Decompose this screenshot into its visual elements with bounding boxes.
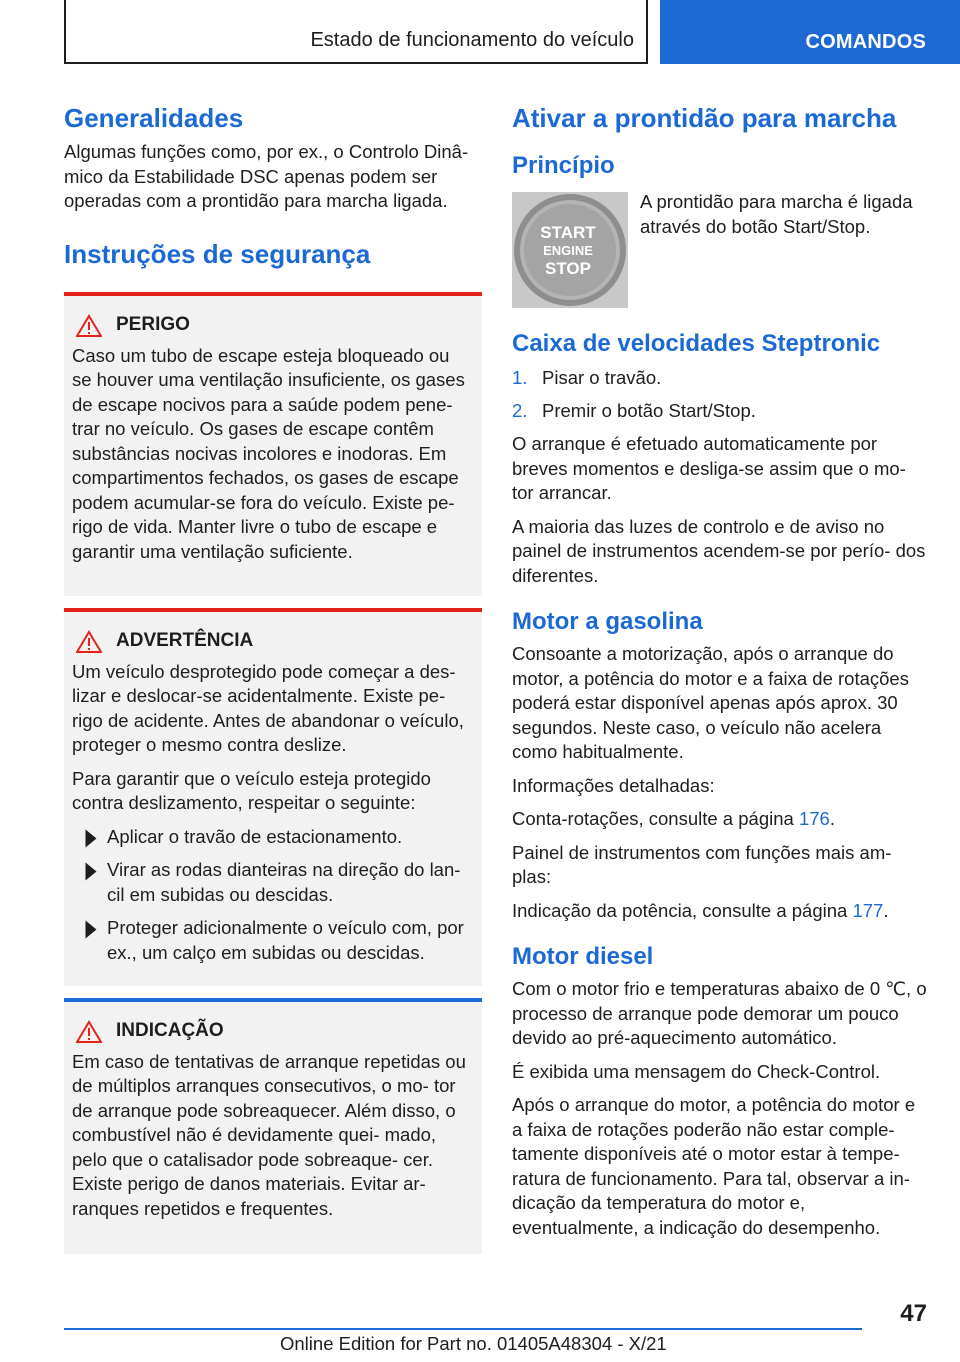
list-item xyxy=(72,825,472,850)
warning-title: ADVERTÊNCIA xyxy=(116,630,254,652)
paragraph-diesel-3: Após o arranque do motor, a potência do motor e a faixa de rotações poderão não estar comple- tamente disponíveis até o motor estar à tempe- ratura de funcionamento. Para tal, observar a in- dicação da temperatura do motor e, eventualmente, a indicação do desempenho. xyxy=(512,1094,916,1238)
step-item xyxy=(512,366,930,391)
conta-text: Conta-rotações, consulte a página xyxy=(512,808,799,829)
heading-principio: Princípio xyxy=(512,152,615,179)
danger-text: Caso um tubo de escape esteja bloqueado ou se houver uma ventilação insuficiente, os gases de escape nocivos para a saúde podem pene- trar no veículo. Os gases de escape contêm substâncias nocivas incolores e inodoras. Em compartimentos fechados, os gases de escape podem acumular-se fora do veículo. Existe pe- rigo de vida. Manter livre o tubo de escape e garantir uma ventilação suficiente. xyxy=(72,344,465,562)
paragraph-diesel-1: Com o motor frio e temperaturas abaixo de 0 ℃, o processo de arranque pode demorar um pouco devido ao pré-aquecimento automático. xyxy=(512,978,927,1048)
section-title: Estado de funcionamento do veículo xyxy=(310,29,634,51)
step-item xyxy=(512,399,930,424)
steps-list xyxy=(512,366,930,423)
notice-box xyxy=(64,998,482,1254)
paragraph-info: Informações detalhadas: xyxy=(512,774,715,796)
danger-box xyxy=(64,292,482,596)
paragraph-painel: Painel de instrumentos com funções mais am- plas: xyxy=(512,841,892,887)
paragraph-principio: A prontidão para marcha é ligada através do botão Start/Stop. xyxy=(640,191,913,237)
heading-gasolina: Motor a gasolina xyxy=(512,608,703,635)
danger-title: PERIGO xyxy=(116,314,190,336)
paragraph-diesel-2: É exibida uma mensagem do Check-Control. xyxy=(512,1060,881,1082)
left-column xyxy=(64,100,482,1266)
footer-edition xyxy=(280,1333,860,1355)
heading-ativar: Ativar a prontidão para marcha xyxy=(512,103,897,133)
warning-box xyxy=(64,608,482,986)
page-link-177[interactable]: 177 xyxy=(852,899,884,921)
paragraph-generalidades: Algumas funções como, por ex., o Controlo Dinâ- mico da Estabilidade DSC apenas podem ser operadas com a prontidão para marcha ligada. xyxy=(64,141,469,211)
chapter-label: COMANDOS xyxy=(805,31,926,53)
step-text: Pisar o travão. xyxy=(542,367,662,388)
heading-diesel: Motor diesel xyxy=(512,943,654,970)
paragraph-luzes: A maioria das luzes de controlo e de aviso no painel de instrumentos acendem-se por perío- dos diferentes. xyxy=(512,515,926,586)
warning-list xyxy=(72,825,472,966)
warning-triangle-icon xyxy=(76,630,102,654)
list-item xyxy=(72,858,472,907)
header-section-box xyxy=(64,0,648,64)
page-link-176[interactable]: 176 xyxy=(798,808,830,829)
list-item xyxy=(72,916,472,965)
warning-triangle-icon xyxy=(76,314,102,338)
paragraph-indicacao: Indicação da potência, consulte a página 177. xyxy=(512,899,889,921)
paragraph-arranque: O arranque é efetuado automaticamente por breves momentos e desliga-se assim que o mo- tor arrancar. xyxy=(512,433,906,503)
indicacao-text: Indicação da potência, consulte a página xyxy=(512,899,853,921)
heading-seguranca: Instruções de segurança xyxy=(64,238,371,269)
step-text: Premir o botão Start/Stop. xyxy=(542,399,756,421)
paragraph-gasolina: Consoante a motorização, após o arranque do motor, a potência do motor e a faixa de rotações poderá estar disponível apenas após aprox. 30 segundos. Neste caso, o veículo não acelera como habitualmente. xyxy=(512,643,909,762)
chapter-tab xyxy=(660,0,960,64)
principle-intro xyxy=(512,192,930,308)
heading-generalidades: Generalidades xyxy=(64,103,244,133)
list-item-text: Aplicar o travão de estacionamento. xyxy=(107,825,403,847)
right-column xyxy=(512,100,930,1249)
warning-text-2: Para garantir que o veículo esteja protegido contra deslizamento, respeitar o seguinte: xyxy=(72,767,431,813)
paragraph-conta: Conta-rotações, consulte a página 176. xyxy=(512,808,835,829)
step-number: 2. xyxy=(512,399,528,421)
button-text-engine: ENGINE xyxy=(543,243,593,258)
button-text-stop: STOP xyxy=(545,259,591,278)
warning-triangle-icon xyxy=(76,1020,102,1044)
notice-text: Em caso de tentativas de arranque repetidas ou de múltiplos arranques consecutivos, o mo- tor de arranque pode sobreaquecer. Além disso, o combustível não é devidamente quei- mado, pelo que o catalisador pode sobreaque- cer. Existe perigo de danos materiais. Evitar ar- ranques repetidos e frequentes. xyxy=(72,1050,466,1219)
footer-edition-text: Online Edition for Part no. 01405A48304 - X/21 xyxy=(280,1333,667,1354)
page-number: 47 xyxy=(900,1300,927,1327)
button-text-start: START xyxy=(540,223,596,242)
warning-text-1: Um veículo desprotegido pode começar a des- lizar e deslocar-se acidentalmente. Existe pe- rigo de acidente. Antes de abandonar o veículo, proteger o mesmo contra deslize. xyxy=(72,660,464,755)
list-item-text: Virar as rodas dianteiras na direção do lan- cil em subidas ou descidas. xyxy=(107,859,461,905)
list-item-text: Proteger adicionalmente o veículo com, por ex., um calço em subidas ou descidas. xyxy=(107,917,464,963)
footer-divider xyxy=(64,1328,862,1330)
start-stop-button-icon xyxy=(512,192,628,308)
step-number: 1. xyxy=(512,367,528,388)
start-stop-button-image xyxy=(512,192,628,308)
heading-steptronic: Caixa de velocidades Steptronic xyxy=(512,330,881,357)
notice-title: INDICAÇÃO xyxy=(116,1020,224,1042)
